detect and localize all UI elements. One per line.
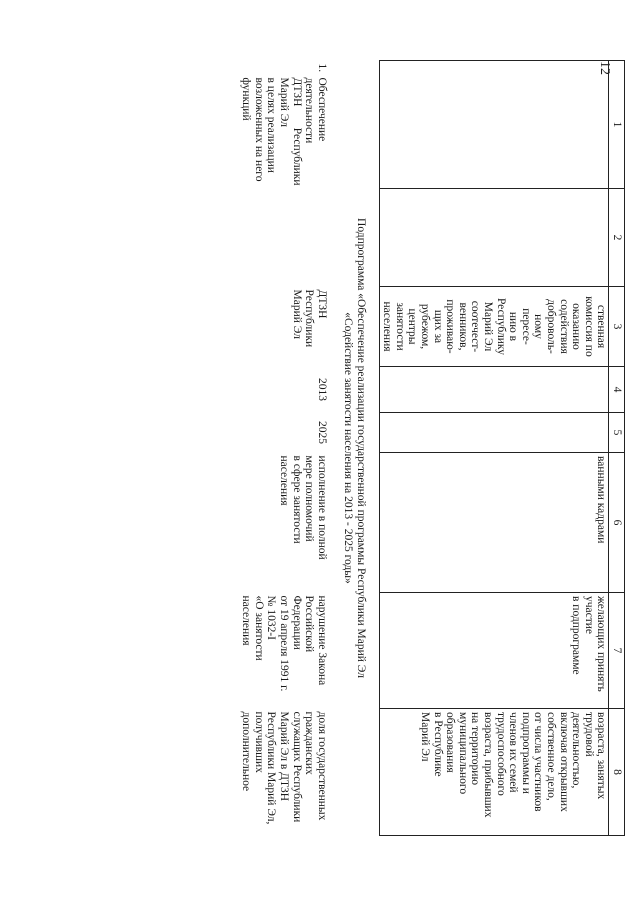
cell-line: щих за bbox=[431, 309, 444, 344]
cell-line: населения bbox=[277, 455, 290, 506]
cell-line: Федерации bbox=[290, 595, 303, 650]
cell-line: ванными кадрами bbox=[595, 456, 608, 544]
column-header-row bbox=[609, 61, 625, 836]
cell-col-3 bbox=[239, 287, 331, 367]
cell-col-5: 2025 bbox=[315, 421, 328, 444]
cell-col-7 bbox=[379, 593, 609, 709]
cell-line: служащих Республики bbox=[290, 711, 303, 823]
header-col-1: 1 bbox=[609, 61, 625, 189]
cell-line: пересе- bbox=[519, 308, 532, 345]
cell-line: нарушение Закона bbox=[315, 595, 328, 686]
cell-col-5 bbox=[379, 413, 609, 453]
cell-col-6 bbox=[379, 453, 609, 593]
cell-line: членов их семей bbox=[507, 712, 520, 793]
cell-line: подпрограммы и bbox=[519, 712, 532, 794]
cell-line: в сфере занятости bbox=[290, 455, 303, 544]
cell-line: Республику bbox=[494, 297, 507, 356]
cell-line: ственная bbox=[595, 304, 608, 349]
subprogram-title-line-2: «Содействие занятости населения на 2013 - 2025 годы» bbox=[341, 312, 354, 584]
cell-line: Республики bbox=[303, 289, 316, 348]
cell-col-1 bbox=[239, 61, 331, 189]
cell-line: в подпрограмме bbox=[570, 596, 583, 675]
cell-line: желающих принять bbox=[595, 596, 608, 692]
table-row bbox=[379, 61, 609, 836]
cell-line: трудовой bbox=[582, 712, 595, 757]
cell-line: проживаю- bbox=[444, 299, 457, 354]
cell-line: трудоспособного bbox=[494, 712, 507, 796]
cell-line: дополнительное bbox=[240, 711, 253, 792]
cell-line: от числа участников bbox=[532, 712, 545, 812]
subprogram-title bbox=[331, 61, 380, 836]
cell-line: участие bbox=[582, 596, 595, 635]
cell-col-2 bbox=[379, 189, 609, 287]
table-row bbox=[239, 61, 331, 836]
cell-col-8 bbox=[239, 709, 331, 836]
cell-line: возраста, занятых bbox=[595, 712, 608, 800]
cell-line: ДТЗН Республики Марий Эл bbox=[277, 77, 303, 186]
header-col-4: 4 bbox=[609, 367, 625, 413]
row-number: 1. bbox=[315, 63, 328, 73]
page-number: 12 bbox=[597, 61, 612, 75]
cell-line: исполнение в полной bbox=[315, 455, 328, 560]
row-title bbox=[240, 78, 328, 186]
header-col-3: 3 bbox=[609, 287, 625, 367]
program-table bbox=[239, 60, 625, 836]
cell-line: функций bbox=[240, 77, 253, 121]
cell-col-4 bbox=[379, 367, 609, 413]
cell-line: Марий Эл bbox=[290, 289, 303, 339]
cell-line: доля государственных bbox=[315, 711, 328, 821]
cell-line: возраста, прибывших bbox=[482, 712, 495, 818]
cell-line: образования bbox=[444, 712, 457, 773]
cell-line: населения bbox=[381, 301, 394, 352]
cell-line: гражданских bbox=[303, 711, 316, 775]
cell-line: получивших bbox=[252, 711, 265, 773]
cell-line: венников, bbox=[456, 302, 469, 351]
cell-line: «О занятости bbox=[252, 595, 265, 661]
cell-line: оказанию bbox=[570, 303, 583, 350]
cell-line: в целях реализации bbox=[265, 77, 278, 173]
header-col-5: 5 bbox=[609, 413, 625, 453]
cell-line: комиссия по bbox=[582, 296, 595, 357]
header-col-2: 2 bbox=[609, 189, 625, 287]
rotated-table-page bbox=[95, 60, 625, 835]
cell-line: Обеспечение деятельности bbox=[303, 77, 328, 144]
cell-line: доброволь- bbox=[545, 299, 558, 354]
cell-line: содействия bbox=[557, 299, 570, 354]
cell-line: ДТЗН bbox=[315, 289, 328, 319]
cell-line: № 1032-I bbox=[265, 595, 278, 641]
cell-line: от 19 апреля 1991 г. bbox=[277, 595, 290, 692]
cell-col-1 bbox=[379, 61, 609, 189]
header-col-8: 8 bbox=[609, 709, 625, 836]
cell-line: рубежом, bbox=[419, 303, 432, 350]
cell-col-6 bbox=[239, 453, 331, 593]
cell-line: включая открывших bbox=[557, 712, 570, 812]
cell-line: Российской bbox=[303, 595, 316, 653]
cell-col-2 bbox=[239, 189, 331, 287]
cell-line: соотечест- bbox=[469, 300, 482, 353]
cell-line: Марий Эл bbox=[482, 301, 495, 352]
cell-line: ному bbox=[532, 314, 545, 339]
cell-line: деятельностью, bbox=[570, 712, 583, 789]
cell-col-7 bbox=[239, 593, 331, 709]
cell-line: центры bbox=[406, 308, 419, 345]
subprogram-heading-row bbox=[331, 61, 380, 836]
cell-line: занятости bbox=[393, 302, 406, 351]
cell-line: на территорию bbox=[469, 712, 482, 786]
cell-col-3 bbox=[379, 287, 609, 367]
cell-line: возложенных на него bbox=[252, 77, 265, 182]
cell-line: Республики Марий Эл, bbox=[265, 711, 278, 825]
header-col-6: 6 bbox=[609, 453, 625, 593]
header-col-7: 7 bbox=[609, 593, 625, 709]
cell-col-4: 2013 bbox=[315, 378, 328, 401]
cell-line: в Республике bbox=[431, 712, 444, 777]
cell-line: Марий Эл в ДТЗН bbox=[277, 711, 290, 802]
cell-line: населения bbox=[240, 595, 253, 646]
cell-line: мере полномочий bbox=[303, 455, 316, 542]
cell-line: муниципального bbox=[456, 712, 469, 795]
cell-line: собственное дело, bbox=[545, 712, 558, 801]
cell-col-8 bbox=[379, 709, 609, 836]
subprogram-title-line-1: Подпрограмма «Обеспечение реализации государственной программы Республики Марий Эл bbox=[354, 218, 367, 678]
cell-line: нию в bbox=[507, 311, 520, 342]
cell-line: Марий Эл bbox=[419, 712, 432, 762]
